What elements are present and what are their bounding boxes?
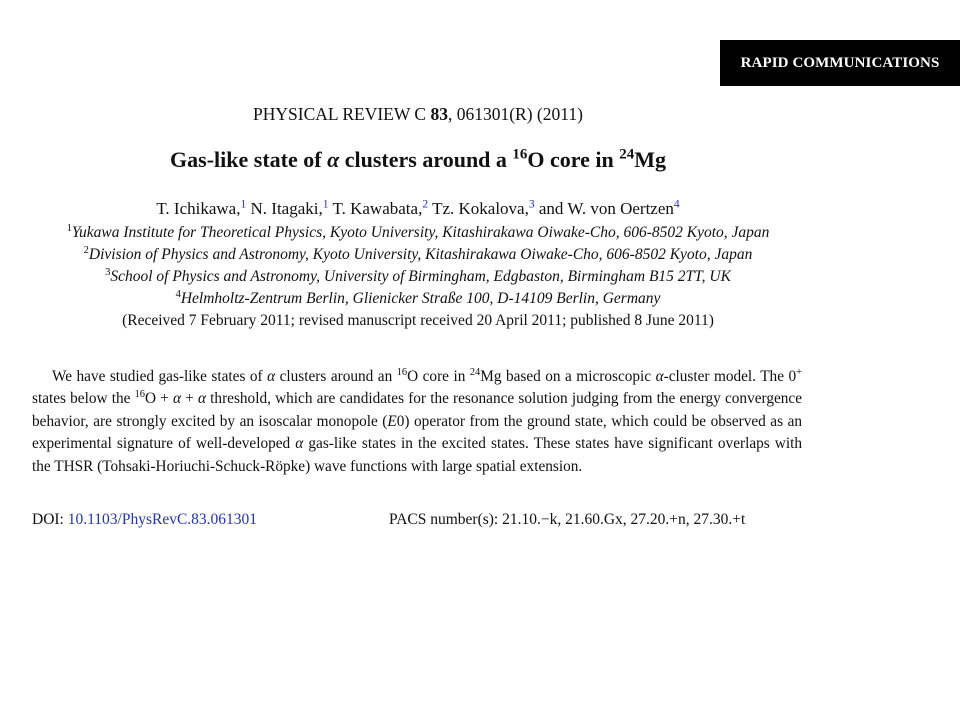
title-text: Gas-like state of <box>170 147 328 172</box>
author-name: T. Ichikawa, <box>156 199 241 218</box>
affiliation-text: School of Physics and Astronomy, University of Birmingham, Edgbaston, Birmingham B15 2TT, UK <box>110 268 731 285</box>
affiliation-number: 4 <box>175 288 181 300</box>
affiliation-text: Yukawa Institute for Theoretical Physics, Kyoto University, Kitashirakawa Oiwake-Cho, 606-8502 Kyoto, Japan <box>71 224 770 241</box>
received-dates: (Received 7 February 2011; revised manuscript received 20 April 2011; published 8 June 2011) <box>122 312 714 329</box>
author-name: N. Itagaki, <box>250 199 323 218</box>
journal-pages-year: , 061301(R) (2011) <box>447 104 583 124</box>
author-name: and W. von Oertzen <box>538 199 674 218</box>
author-affiliation-link[interactable]: 3 <box>528 197 535 211</box>
affiliation-number: 1 <box>66 222 72 234</box>
title-text: Mg <box>634 147 666 172</box>
author-name: Tz. Kokalova, <box>432 199 529 218</box>
abstract <box>32 366 802 478</box>
author-affiliation-link[interactable]: 4 <box>673 197 680 211</box>
affiliation-text: Helmholtz-Zentrum Berlin, Glienicker Straße 100, D-14109 Berlin, Germany <box>180 290 661 307</box>
pacs-numbers: PACS number(s): 21.10.−k, 21.60.Gx, 27.20.+n, 27.30.+t <box>389 511 746 528</box>
author-name: T. Kawabata, <box>332 199 423 218</box>
doi-link[interactable]: 10.1103/PhysRevC.83.061301 <box>67 511 258 528</box>
affiliation-text: Division of Physics and Astronomy, Kyoto University, Kitashirakawa Oiwake-Cho, 606-8502 Kyoto, Japan <box>88 246 753 263</box>
title-text: clusters around a <box>339 147 513 172</box>
rapid-communications-banner: RAPID COMMUNICATIONS <box>720 40 960 86</box>
title-text: O core in <box>527 147 620 172</box>
title-alpha: α <box>327 147 340 172</box>
author-affiliation-link[interactable]: 2 <box>422 197 429 211</box>
affiliation-number: 2 <box>83 244 89 256</box>
affiliation <box>0 290 836 308</box>
title-o-mass: 16 <box>512 146 528 163</box>
author-list <box>0 199 836 219</box>
affiliation <box>0 246 836 264</box>
affiliation-number: 3 <box>105 266 111 278</box>
journal-name: PHYSICAL REVIEW C <box>253 104 427 124</box>
affiliation <box>0 224 836 242</box>
affiliation <box>0 268 836 286</box>
paper-title <box>0 147 836 173</box>
doi-label: DOI: <box>32 511 68 528</box>
abstract-paragraph: We have studied gas-like states of α clusters around an $^{16}$O core in $^{24}$Mg based on a microscopic α-cluster model. The 0+ states below the $^{16}$O + α + α threshold, which are candidates for the resonance solution judging from the energy convergence behavior, are strongly excited by an isoscalar monopole (E0) operator from the ground state, which could be observed as an experimental signature of well-developed α gas-like states in the excited states. These states have significant overlaps with the THSR (Tohsaki-Horiuchi-Schuck-Röpke) wave functions with large spatial extension. <box>32 366 803 475</box>
doi-pacs-row <box>32 511 802 529</box>
author-affiliation-link[interactable]: 1 <box>322 197 329 211</box>
author-affiliation-link[interactable]: 1 <box>240 197 247 211</box>
journal-volume: 83 <box>430 104 448 124</box>
title-mg-mass: 24 <box>619 146 635 163</box>
journal-citation <box>0 104 836 125</box>
